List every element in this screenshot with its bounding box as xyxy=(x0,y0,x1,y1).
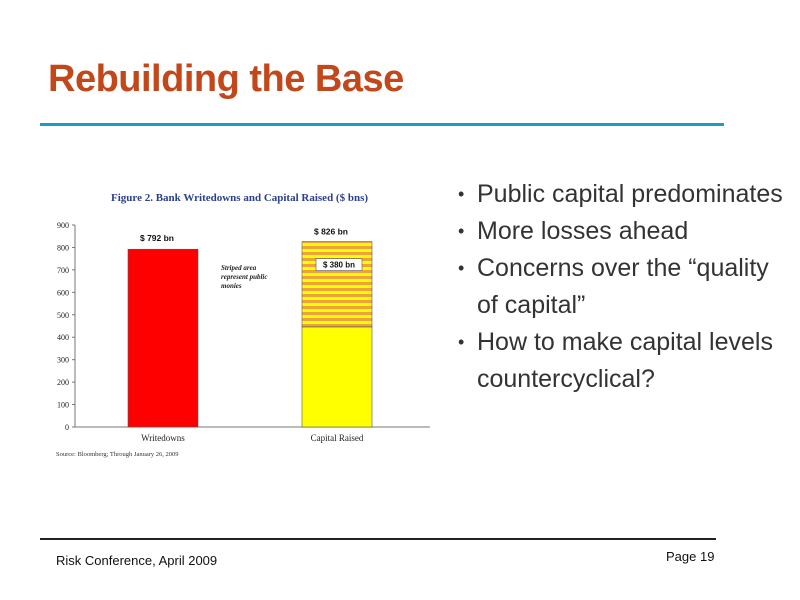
y-tick-label: 800 xyxy=(57,243,69,253)
chart-title: Figure 2. Bank Writedowns and Capital Raised ($ bns) xyxy=(111,192,369,204)
striped-area-annotation: Striped area represent public monies xyxy=(221,263,268,290)
bar-capital-public xyxy=(302,242,372,327)
y-tick-label: 0 xyxy=(65,423,69,432)
bar-writedowns xyxy=(128,249,198,427)
x-tick-label-writedowns: Writedowns xyxy=(141,433,185,443)
footer-conference: Risk Conference, April 2009 xyxy=(56,553,218,568)
y-tick-label: 400 xyxy=(57,333,69,343)
y-tick-label: 200 xyxy=(57,378,69,388)
bullet-item: • Public capital predominates xyxy=(456,176,786,213)
y-tick-label: 600 xyxy=(57,288,69,298)
bullet-item: • More losses ahead xyxy=(456,213,786,250)
y-tick-label: 300 xyxy=(57,355,69,365)
title-divider xyxy=(40,123,724,126)
footer-divider xyxy=(40,538,716,540)
writedowns-capital-chart xyxy=(40,180,440,470)
slide-title: Rebuilding the Base xyxy=(48,58,404,100)
page-number: Page 19 xyxy=(666,549,715,564)
data-label-writedowns: $ 792 bn xyxy=(139,233,175,244)
bullet-item: • How to make capital levels countercyclical? xyxy=(456,324,786,398)
data-label-public-capital: $ 380 bn xyxy=(322,260,356,270)
chart-source: Source: Bloomberg; Through January 26, 2009 xyxy=(56,451,179,458)
bar-capital-private xyxy=(302,327,372,427)
y-tick-label: 500 xyxy=(57,310,69,320)
x-tick-label-capital-raised: Capital Raised xyxy=(310,433,364,443)
y-tick-label: 700 xyxy=(57,265,69,275)
bullet-list xyxy=(456,176,786,398)
y-tick-label: 900 xyxy=(57,221,69,230)
bullet-item: • Concerns over the “quality of capital” xyxy=(456,250,786,324)
y-tick-label: 100 xyxy=(57,400,69,410)
data-label-capital-raised: $ 826 bn xyxy=(313,226,349,237)
